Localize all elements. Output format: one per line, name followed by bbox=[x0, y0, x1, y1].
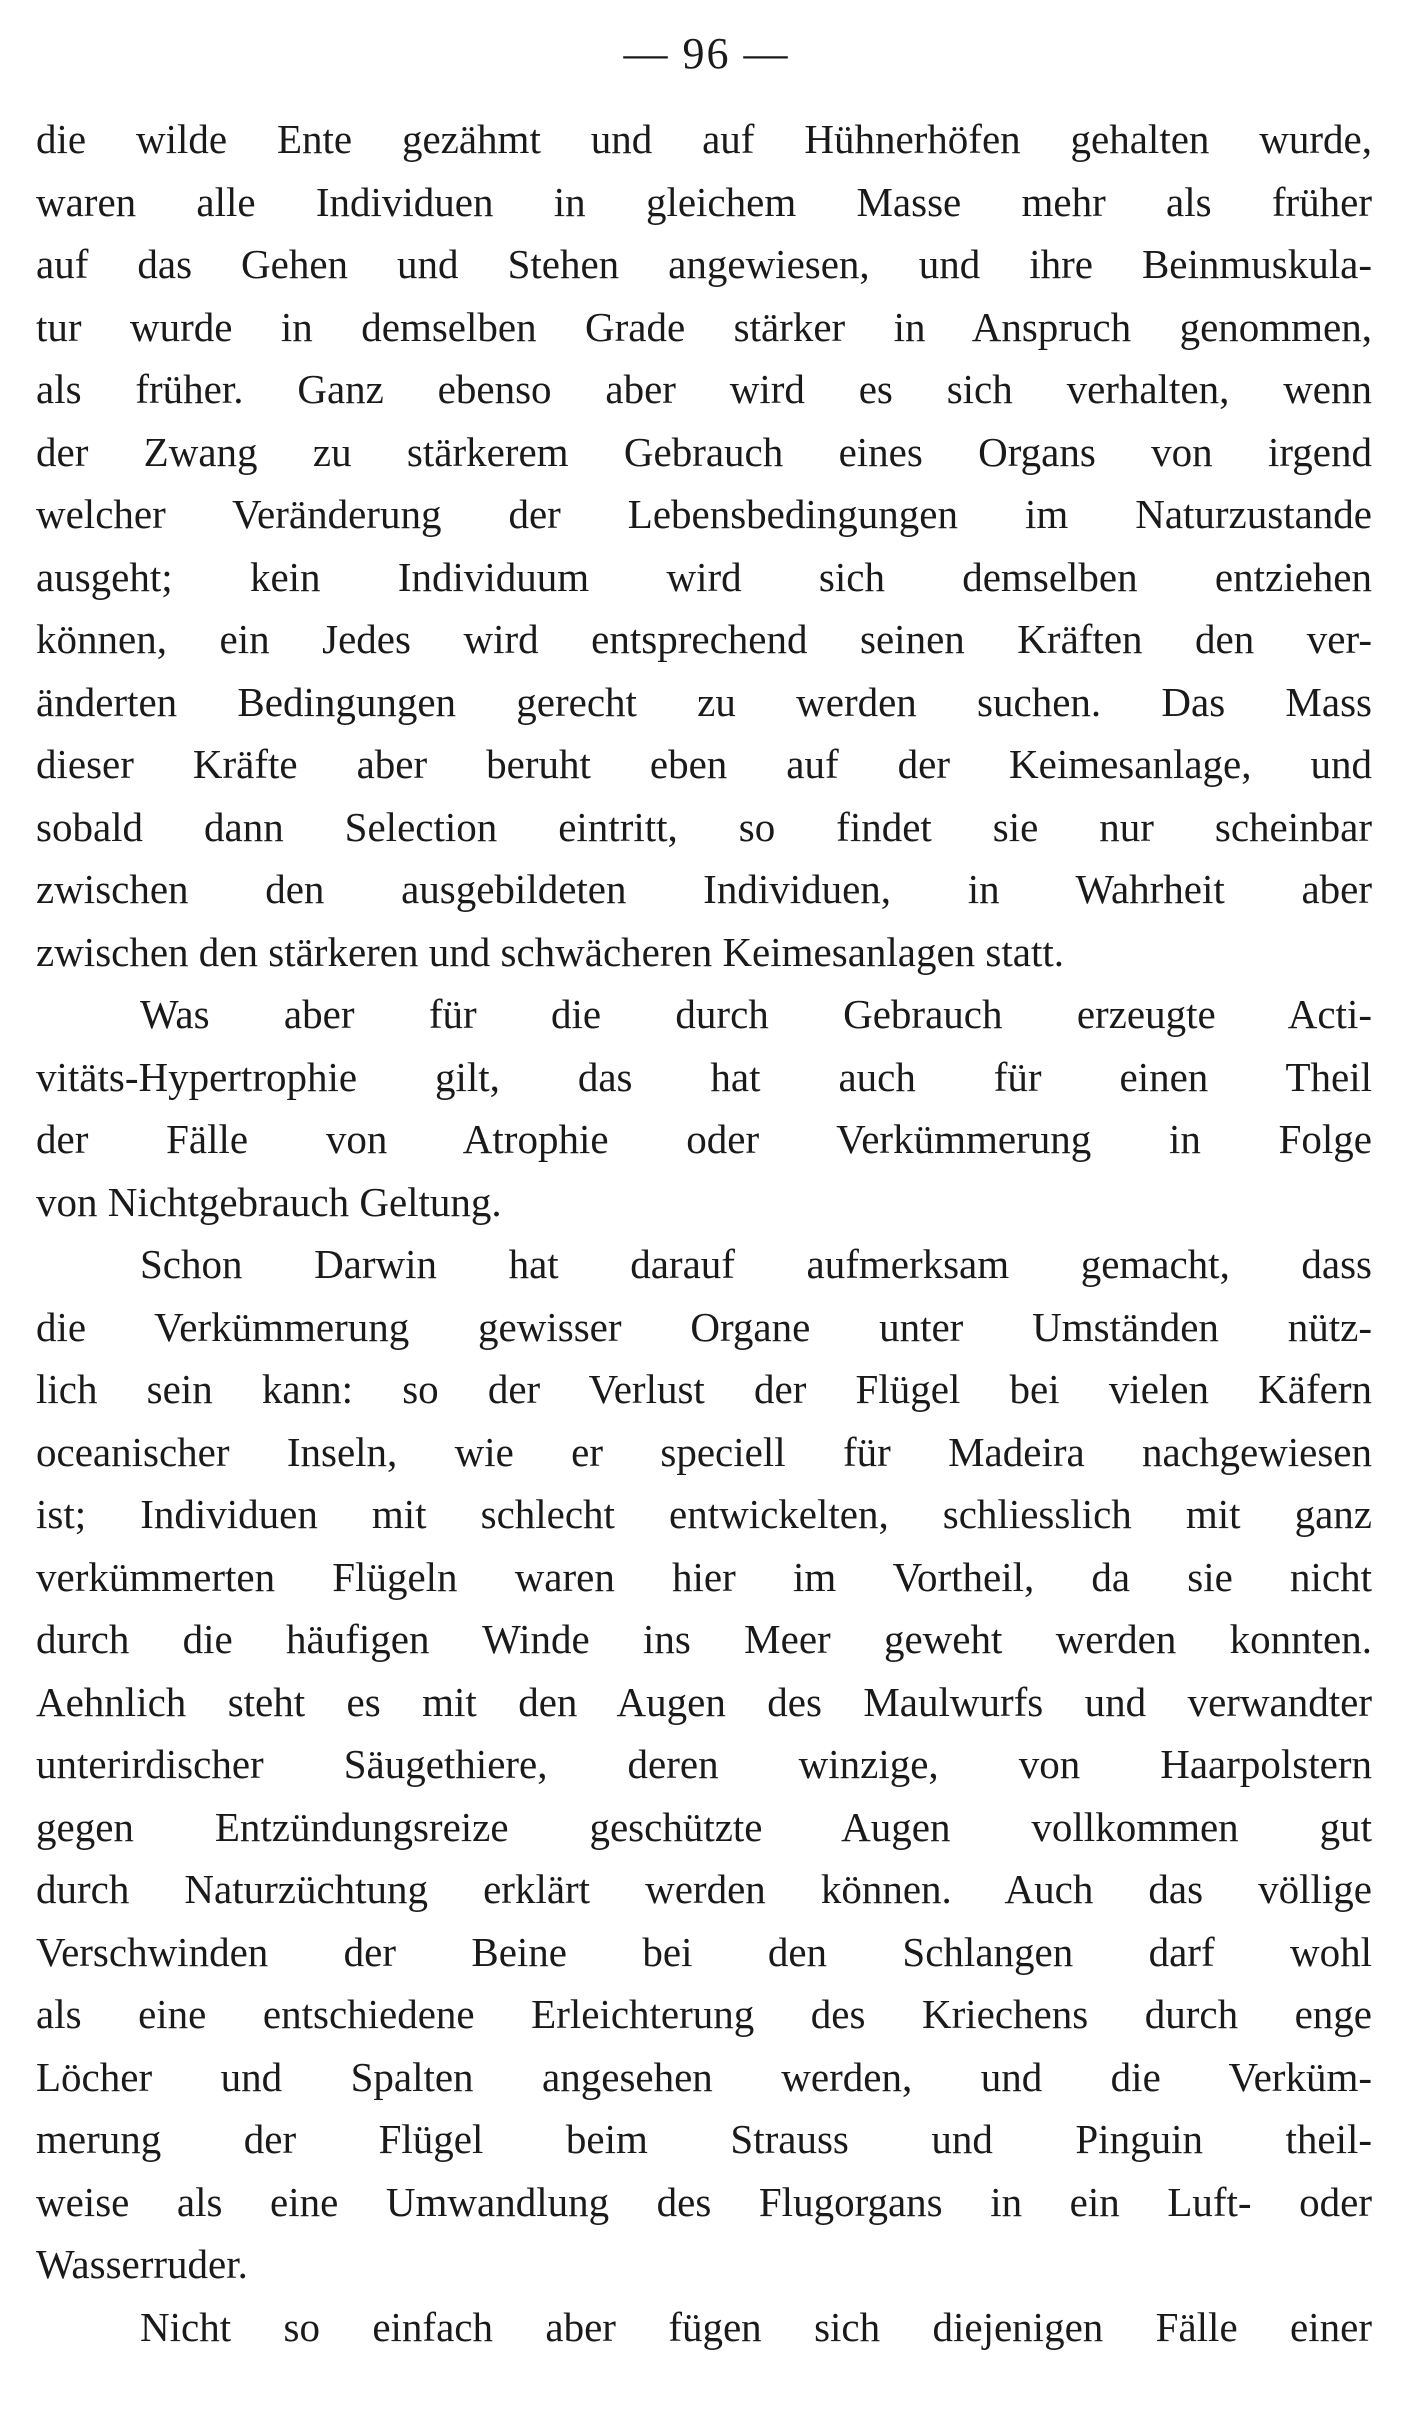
text-line: Schon Darwin hat darauf aufmerksam gemacht, dass bbox=[140, 1241, 1372, 1287]
text-line: zwischen den stärkeren und schwächeren Keimesanlagen statt. bbox=[36, 928, 1065, 975]
text-line: die Verkümmerung gewisser Organe unter Umständen nütz- bbox=[36, 1303, 1372, 1350]
text-line: ausgeht; kein Individuum wird sich demselben entziehen bbox=[36, 553, 1372, 600]
text-line: durch die häufigen Winde ins Meer geweht werden konnten. bbox=[36, 1616, 1372, 1662]
text-line: dieser Kräfte aber beruht eben auf der Keimesanlage, und bbox=[36, 741, 1372, 787]
text-line: können, ein Jedes wird entsprechend seinen Kräften den ver- bbox=[36, 616, 1372, 662]
text-line: weise als eine Umwandlung des Flugorgans in ein Luft- oder bbox=[36, 2178, 1372, 2225]
text-line: Löcher und Spalten angesehen werden, und die Verküm- bbox=[36, 2053, 1372, 2100]
text-line: tur wurde in demselben Grade stärker in Anspruch genommen, bbox=[36, 303, 1372, 350]
text-line: merung der Flügel beim Strauss und Pinguin theil- bbox=[36, 2116, 1372, 2162]
text-line: sobald dann Selection eintritt, so findet sie nur scheinbar bbox=[36, 803, 1372, 850]
text-line: durch Naturzüchtung erklärt werden können. Auch das völlige bbox=[36, 1866, 1372, 1912]
text-line: welcher Veränderung der Lebensbedingungen im Naturzustande bbox=[36, 491, 1372, 537]
text-line: zwischen den ausgebildeten Individuen, in Wahrheit aber bbox=[36, 866, 1372, 912]
text-line: ist; Individuen mit schlecht entwickelten, schliesslich mit ganz bbox=[36, 1491, 1372, 1537]
text-line: Verschwinden der Beine bei den Schlangen darf wohl bbox=[36, 1928, 1372, 1975]
text-line: Nicht so einfach aber fügen sich diejenigen Fälle einer bbox=[140, 2303, 1372, 2350]
text-line: als eine entschiedene Erleichterung des Kriechens durch enge bbox=[36, 1991, 1372, 2037]
text-line: Wasserruder. bbox=[36, 2241, 248, 2287]
text-line: verkümmerten Flügeln waren hier im Vortheil, da sie nicht bbox=[36, 1553, 1372, 1600]
text-line: auf das Gehen und Stehen angewiesen, und ihre Beinmuskula- bbox=[36, 241, 1372, 287]
text-line: der Zwang zu stärkerem Gebrauch eines Organs von irgend bbox=[36, 428, 1372, 475]
text-line: unterirdischer Säugethiere, deren winzige, von Haarpolstern bbox=[36, 1741, 1372, 1787]
text-line: als früher. Ganz ebenso aber wird es sich verhalten, wenn bbox=[36, 366, 1372, 412]
text-line: Was aber für die durch Gebrauch erzeugte Acti- bbox=[140, 991, 1372, 1037]
page-number: — 96 — bbox=[623, 29, 790, 78]
text-line: änderten Bedingungen gerecht zu werden suchen. Das Mass bbox=[36, 678, 1372, 725]
text-line: waren alle Individuen in gleichem Masse mehr als früher bbox=[36, 178, 1372, 225]
text-line: von Nichtgebrauch Geltung. bbox=[36, 1178, 502, 1225]
text-line: lich sein kann: so der Verlust der Flügel bei vielen Käfern bbox=[36, 1366, 1372, 1412]
text-line: Aehnlich steht es mit den Augen des Maulwurfs und verwandter bbox=[36, 1678, 1372, 1725]
text-line: vitäts-Hypertrophie gilt, das hat auch für einen Theil bbox=[36, 1053, 1372, 1100]
text-line: der Fälle von Atrophie oder Verkümmerung in Folge bbox=[36, 1116, 1372, 1162]
text-line: gegen Entzündungsreize geschützte Augen vollkommen gut bbox=[36, 1803, 1372, 1850]
text-line: die wilde Ente gezähmt und auf Hühnerhöfen gehalten wurde, bbox=[36, 116, 1372, 162]
text-line: oceanischer Inseln, wie er speciell für Madeira nachgewiesen bbox=[36, 1428, 1372, 1475]
